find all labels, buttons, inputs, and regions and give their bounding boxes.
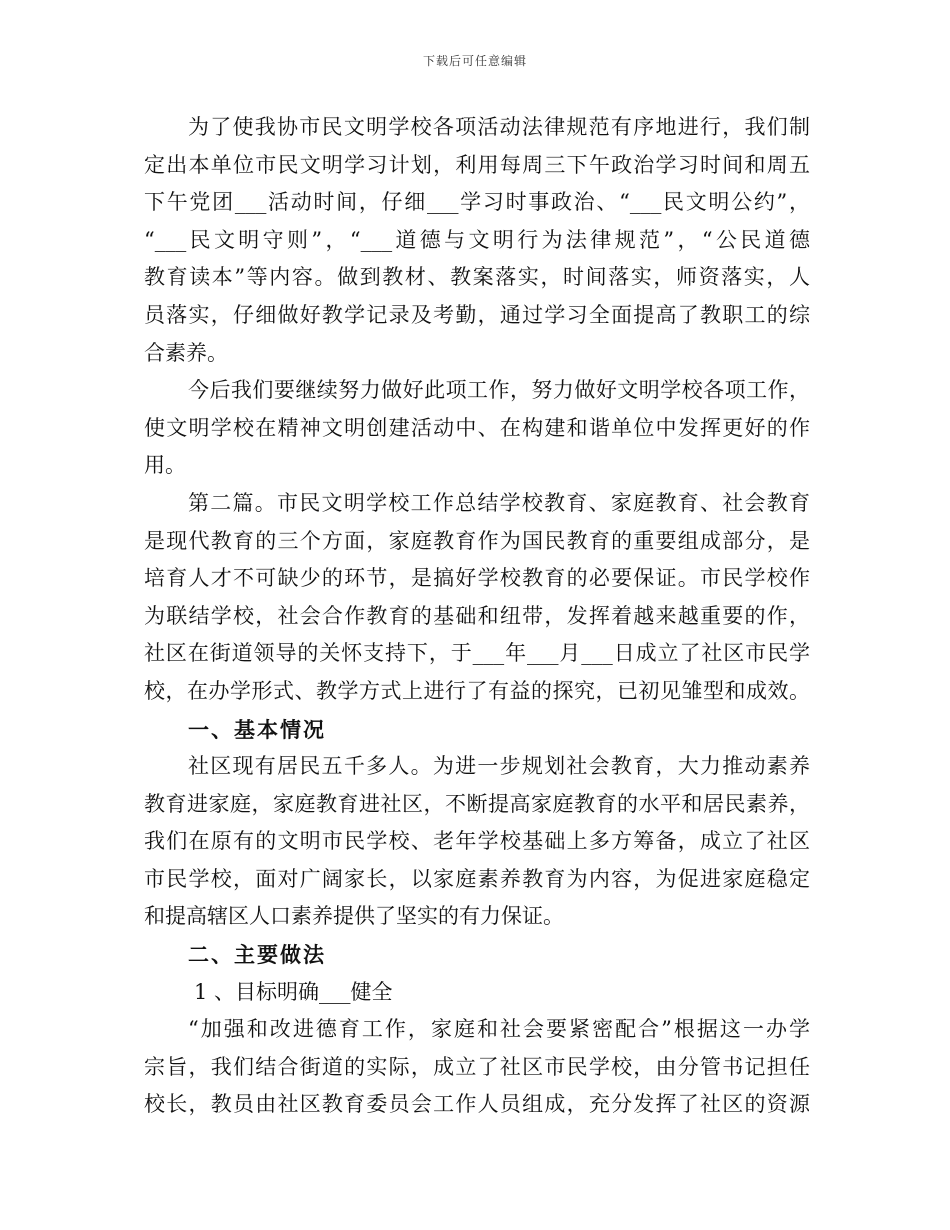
section-heading-basic-situation: 一、基本情况: [188, 716, 326, 742]
text-line: 宗旨，我们结合街道的实际，成立了社区市民学校，由分管书记担任: [144, 1054, 810, 1079]
text-line: “加强和改进德育工作，家庭和社会要紧密配合”根据这一办学: [188, 1017, 810, 1042]
text-line: 为了使我协市民文明学校各项活动法律规范有序地进行，我们制: [188, 115, 810, 139]
document-body: [144, 109, 810, 1124]
text-line: 校长，教员由社区教育委员会工作人员组成，充分发挥了社区的资源: [144, 1092, 810, 1117]
text-line: 校，在办学形式、教学方式上进行了有益的探究，已初见雏型和成效。: [144, 678, 810, 703]
text-line: 员落实，仔细做好教学记录及考勤，通过学习全面提高了教职工的综: [144, 302, 810, 327]
text-line: 社区在街道领导的关怀支持下，于___年___月___日成立了社区市民学: [144, 641, 810, 666]
text-line: 合素养。: [144, 340, 228, 365]
text-line: 定出本单位市民文明学习计划，利用每周三下午政治学习时间和周五: [144, 152, 810, 177]
page-header-note: 下载后可任意编辑: [422, 54, 527, 68]
text-line: 教育进家庭，家庭教育进社区，不断提高家庭教育的水平和居民素养，: [144, 791, 810, 816]
section-heading-main-practices: 二、主要做法: [188, 942, 326, 968]
text-line: 培育人才不可缺少的环节，是搞好学校教育的必要保证。市民学校作: [144, 566, 810, 591]
text-line: 第二篇。市民文明学校工作总结学校教育、家庭教育、社会教育: [188, 490, 810, 515]
text-line: 教育读本”等内容。做到教材、教案落实，时间落实，师资落实，人: [144, 265, 810, 290]
text-line: 使文明学校在精神文明创建活动中、在构建和谐单位中发挥更好的作: [144, 415, 810, 440]
text-line: 社区现有居民五千多人。为进一步规划社会教育，大力推动素养: [188, 754, 810, 779]
text-line: “___民文明守则”，“___道德与文明行为法律规范”，“公民道德: [144, 227, 810, 252]
numbered-subheading: 1 、目标明确___健全: [194, 979, 393, 1004]
text-line: 为联结学校，社会合作教育的基础和纽带，发挥着越来越重要的作，: [144, 603, 810, 628]
text-line: 和提高辖区人口素养提供了坚实的有力保证。: [144, 904, 564, 929]
text-line: 用。: [144, 453, 186, 478]
text-line: 下午党团___活动时间，仔细___学习时事政治、“___民文明公约”，: [144, 190, 810, 215]
text-line: 我们在原有的文明市民学校、老年学校基础上多方筹备，成立了社区: [144, 829, 810, 854]
text-line: 是现代教育的三个方面，家庭教育作为国民教育的重要组成部分，是: [144, 528, 810, 553]
text-line: 今后我们要继续努力做好此项工作，努力做好文明学校各项工作，: [188, 378, 810, 403]
text-line: 市民学校，面对广阔家长，以家庭素养教育为内容，为促进家庭稳定: [144, 866, 810, 891]
